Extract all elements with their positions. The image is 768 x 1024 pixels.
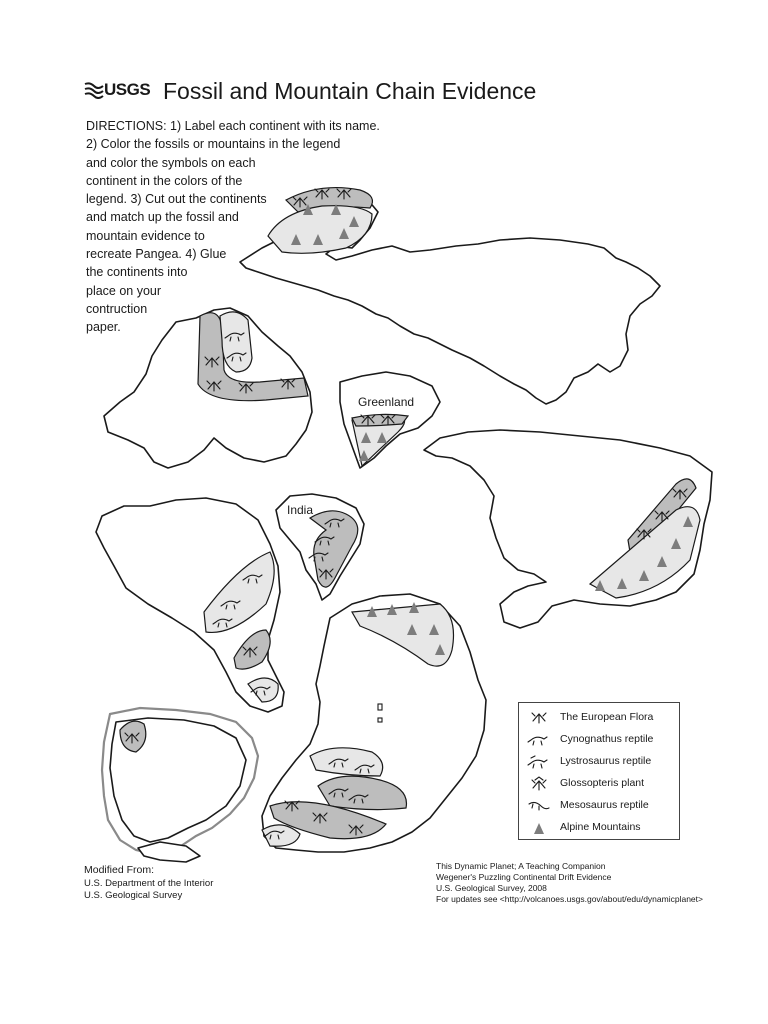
- directions-line: mountain evidence to: [86, 228, 205, 243]
- mountain-icon: [527, 820, 551, 836]
- eurasia-continent: [240, 188, 660, 404]
- greenland-flora-band: [352, 414, 408, 426]
- page-title: Fossil and Mountain Chain Evidence: [163, 78, 537, 104]
- legend-label: The European Flora: [560, 711, 654, 723]
- legend-label: Alpine Mountains: [560, 821, 641, 833]
- legend-item: [519, 729, 679, 751]
- modified-line: U.S. Department of the Interior: [84, 878, 214, 889]
- modified-heading: Modified From:: [84, 864, 155, 876]
- legend-label: Glossopteris plant: [560, 777, 645, 789]
- legend-item: [519, 773, 679, 795]
- directions-line: contruction: [86, 301, 148, 316]
- directions-line: recreate Pangea. 4) Glue: [86, 247, 227, 262]
- directions-line: the continents into: [86, 265, 188, 280]
- directions-line: DIRECTIONS: 1) Label each continent with its name.: [86, 119, 380, 133]
- directions-line: legend. 3) Cut out the continents: [86, 192, 267, 207]
- eurasia-mountain-band: [268, 206, 372, 254]
- modified-line: U.S. Geological Survey: [84, 890, 183, 901]
- australia-continent: [102, 708, 258, 862]
- citation-line: Wegener's Puzzling Continental Drift Evidence: [436, 872, 612, 882]
- citation-line: For updates see <http://volcanoes.usgs.gov/about/edu/dynamicplanet>: [436, 894, 703, 904]
- legend-box: [518, 702, 680, 840]
- directions-line: and color the symbols on each: [86, 155, 256, 170]
- directions-line: continent in the colors of the: [86, 173, 243, 188]
- legend-item: [519, 707, 679, 729]
- modified-from-block: [84, 864, 213, 902]
- africa-continent: [262, 594, 486, 852]
- directions-line: and match up the fossil and: [86, 210, 239, 225]
- greenland-continent: [340, 372, 440, 468]
- north-america-continent: [424, 430, 712, 628]
- citation-block: [436, 861, 703, 905]
- legend-item: [519, 817, 679, 839]
- legend-item: [519, 751, 679, 773]
- mesosaurus-icon: [527, 798, 551, 814]
- lystrosaurus-icon: [527, 754, 551, 770]
- antarctica-continent: [104, 308, 312, 468]
- india-continent: [276, 494, 364, 600]
- glossopteris-icon: [527, 776, 551, 792]
- legend-label: Mesosaurus reptile: [560, 799, 649, 811]
- india-label: India: [287, 503, 314, 517]
- citation-line: This Dynamic Planet; A Teaching Companion: [436, 861, 606, 871]
- directions-line: paper.: [86, 320, 121, 335]
- legend-label: Cynognathus reptile: [560, 733, 654, 745]
- logo-text: USGS: [104, 80, 151, 99]
- citation-line: U.S. Geological Survey, 2008: [436, 883, 547, 893]
- legend-label: Lystrosaurus reptile: [560, 755, 652, 767]
- south-america-continent: [96, 498, 284, 712]
- cynognathus-icon: [527, 732, 551, 748]
- european-flora-icon: [527, 710, 551, 726]
- greenland-label: Greenland: [358, 395, 415, 409]
- india-fossil-band: [310, 511, 358, 587]
- legend-item: [519, 795, 679, 817]
- directions-line: place on your: [86, 283, 162, 298]
- tasmania-outline: [138, 842, 200, 862]
- directions-line: 2) Color the fossils or mountains in the legend: [86, 137, 341, 152]
